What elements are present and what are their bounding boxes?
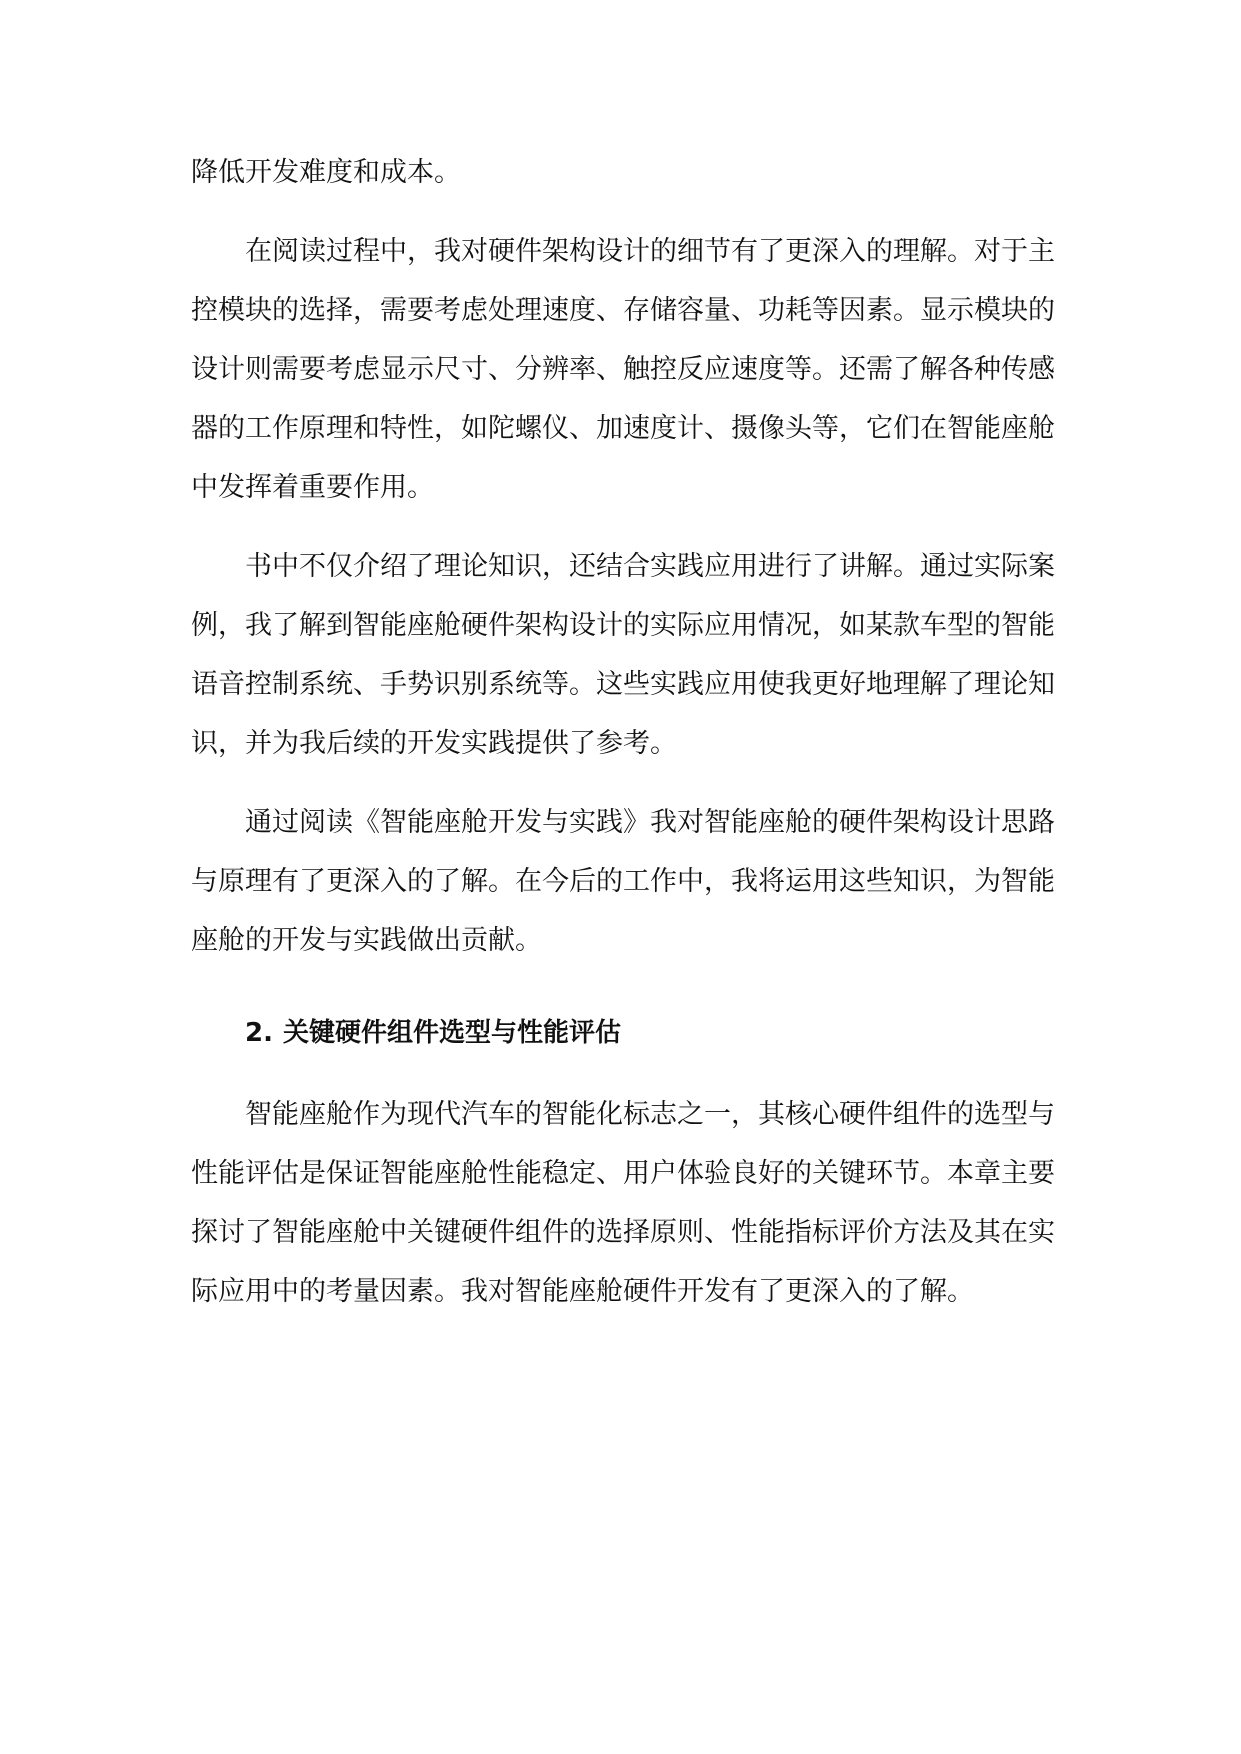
paragraph-practical-cases: 书中不仅介绍了理论知识，还结合实践应用进行了讲解。通过实际案例，我了解到智能座舱硬件架构设计的实际应用情况，如某款车型的智能语音控制系统、手势识别系统等。这些实践应用使我更好地理解了理论知识，并为我后续的开发实践提供了参考。 (191, 551, 1055, 759)
section-number: 2. (245, 1018, 273, 1048)
paragraph-continuation: 降低开发难度和成本。 (191, 157, 461, 188)
paragraph-hardware-details: 在阅读过程中，我对硬件架构设计的细节有了更深入的理解。对于主控模块的选择，需要考虑处理速度、存储容量、功耗等因素。显示模块的设计则需要考虑显示尺寸、分辨率、触控反应速度等。还需了解各种传感器的工作原理和特性，如陀螺仪、加速度计、摄像头等，它们在智能座舱中发挥着重要作用。 (191, 236, 1055, 503)
page-content (191, 143, 1055, 1341)
section-heading (191, 990, 1055, 1063)
paragraph-section-intro: 智能座舱作为现代汽车的智能化标志之一，其核心硬件组件的选型与性能评估是保证智能座舱性能稳定、用户体验良好的关键环节。本章主要探讨了智能座舱中关键硬件组件的选择原则、性能指标评价方法及其在实际应用中的考量因素。我对智能座舱硬件开发有了更深入的了解。 (191, 1099, 1055, 1307)
paragraph-conclusion: 通过阅读《智能座舱开发与实践》我对智能座舱的硬件架构设计思路与原理有了更深入的了解。在今后的工作中，我将运用这些知识，为智能座舱的开发与实践做出贡献。 (191, 807, 1055, 956)
section-title: 关键硬件组件选型与性能评估 (282, 1018, 621, 1048)
